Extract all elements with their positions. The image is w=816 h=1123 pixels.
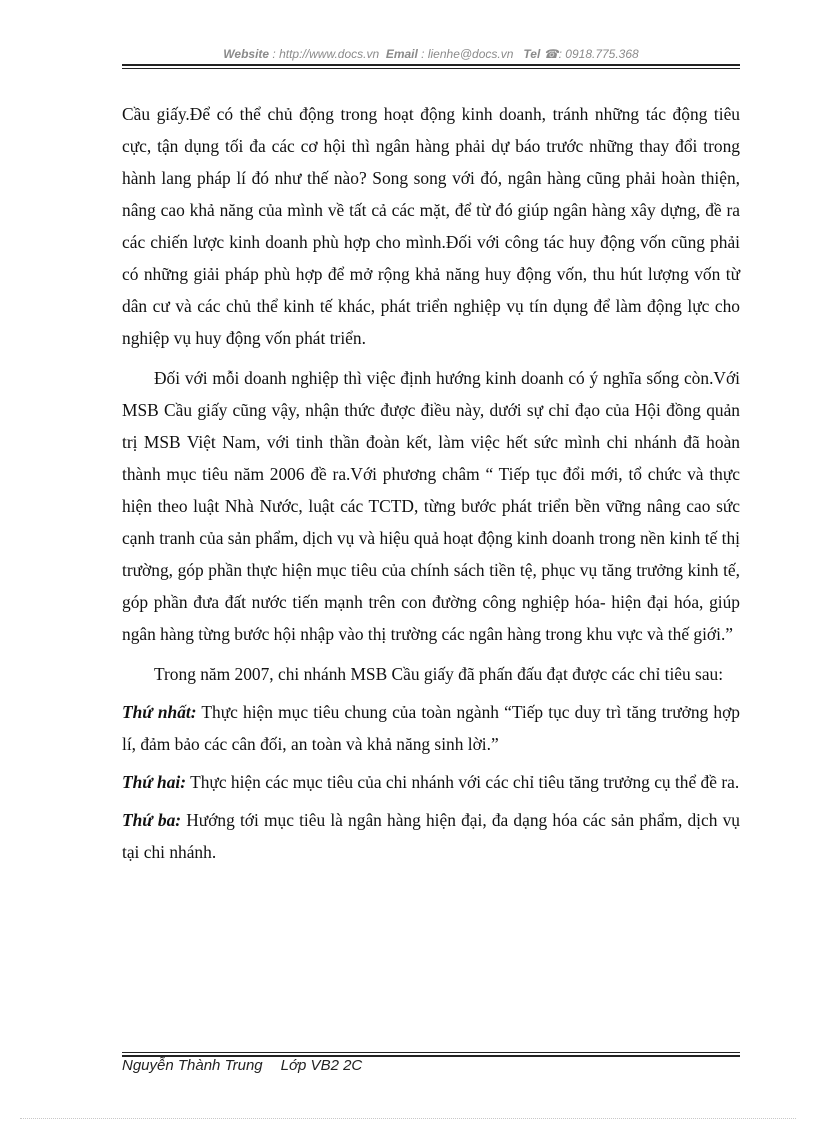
item-text: Thực hiện các mục tiêu của chi nhánh với các chỉ tiêu tăng trưởng cụ thể đề ra. — [186, 772, 740, 792]
paragraph-1: Cầu giấy.Để có thể chủ động trong hoạt động kinh doanh, tránh những tác động tiêu cực, tận dụng tối đa các cơ hội thì ngân hàng phải dự báo trước những thay đổi trong hành lang pháp lí đó như thế nào? Song song với đó, ngân hàng cũng phải hoàn thiện, nâng cao khả năng của mình về tất cả các mặt, để từ đó giúp ngân hàng xây dựng, đề ra các chiến lược kinh doanh phù hợp cho mình.Đối với công tác huy động vốn cũng phải có những giải pháp phù hợp để mở rộng khả năng huy động vốn, thu hút lượng vốn từ dân cư và các chủ thể kinh tế khác, phát triển nghiệp vụ tín dụng để làm động lực cho nghiệp vụ huy động vốn phát triển. — [122, 104, 740, 348]
email-label: Email — [385, 47, 418, 61]
item-text: Thực hiện mục tiêu chung của toàn ngành “Tiếp tục duy trì tăng trưởng hợp lí, đảm bảo các cân đối, an toàn và khả năng sinh lời.” — [122, 702, 740, 754]
tel-number: : 0918.775.368 — [558, 47, 639, 61]
document-body — [122, 98, 740, 868]
page-footer — [122, 1057, 362, 1074]
footer-author: Nguyễn Thành Trung — [122, 1057, 263, 1074]
tel-label: Tel — [523, 47, 541, 61]
paragraph-2: Đối với mỗi doanh nghiệp thì việc định hướng kinh doanh có ý nghĩa sống còn.Với MSB Cầu giấy cũng vậy, nhận thức được điều này, dưới sự chỉ đạo của Hội đồng quản trị MSB Việt Nam, với tinh thần đoàn kết, làm việc hết sức mình chi nhánh đã hoàn thành mục tiêu năm 2006 đề ra.Với phương châm “ Tiếp tục đổi mới, tổ chức và thực hiện theo luật Nhà Nước, luật các TCTD, từng bước phát triển bền vững nâng cao sức cạnh tranh của sản phẩm, dịch vụ và hiệu quả hoạt động kinh doanh trong nền kinh tế thị trường, góp phần thực hiện mục tiêu của chính sách tiền tệ, phục vụ tăng trưởng kinh tế, góp phần đưa đất nước tiến mạnh trên con đường công nghiệp hóa- hiện đại hóa, giúp ngân hàng từng bước hội nhập vào thị trường các ngân hàng trong khu vực và thế giới.” — [122, 368, 740, 644]
item-label: Thứ ba: — [122, 810, 182, 830]
item-text: Hướng tới mục tiêu là ngân hàng hiện đại, đa dạng hóa các sản phẩm, dịch vụ tại chi nhánh. — [122, 810, 740, 862]
header-rule-top — [122, 64, 740, 66]
email-address: : lienhe@docs.vn — [421, 47, 514, 61]
footer-rule-top — [122, 1052, 740, 1053]
website-url: : http://www.docs.vn — [272, 47, 380, 61]
page-header — [122, 47, 740, 61]
phone-icon: ☎ — [543, 47, 559, 61]
header-rule-bottom — [122, 68, 740, 69]
page-edge-dots — [20, 1118, 796, 1119]
footer-class: Lớp VB2 2C — [280, 1057, 363, 1074]
list-item-third — [122, 804, 740, 868]
website-label: Website — [223, 47, 270, 61]
item-label: Thứ nhất: — [122, 702, 197, 722]
item-label: Thứ hai: — [122, 772, 187, 792]
list-item-second — [122, 766, 740, 798]
paragraph-3: Trong năm 2007, chi nhánh MSB Cầu giấy đã phấn đấu đạt được các chỉ tiêu sau: — [154, 664, 724, 684]
list-item-first — [122, 696, 740, 760]
